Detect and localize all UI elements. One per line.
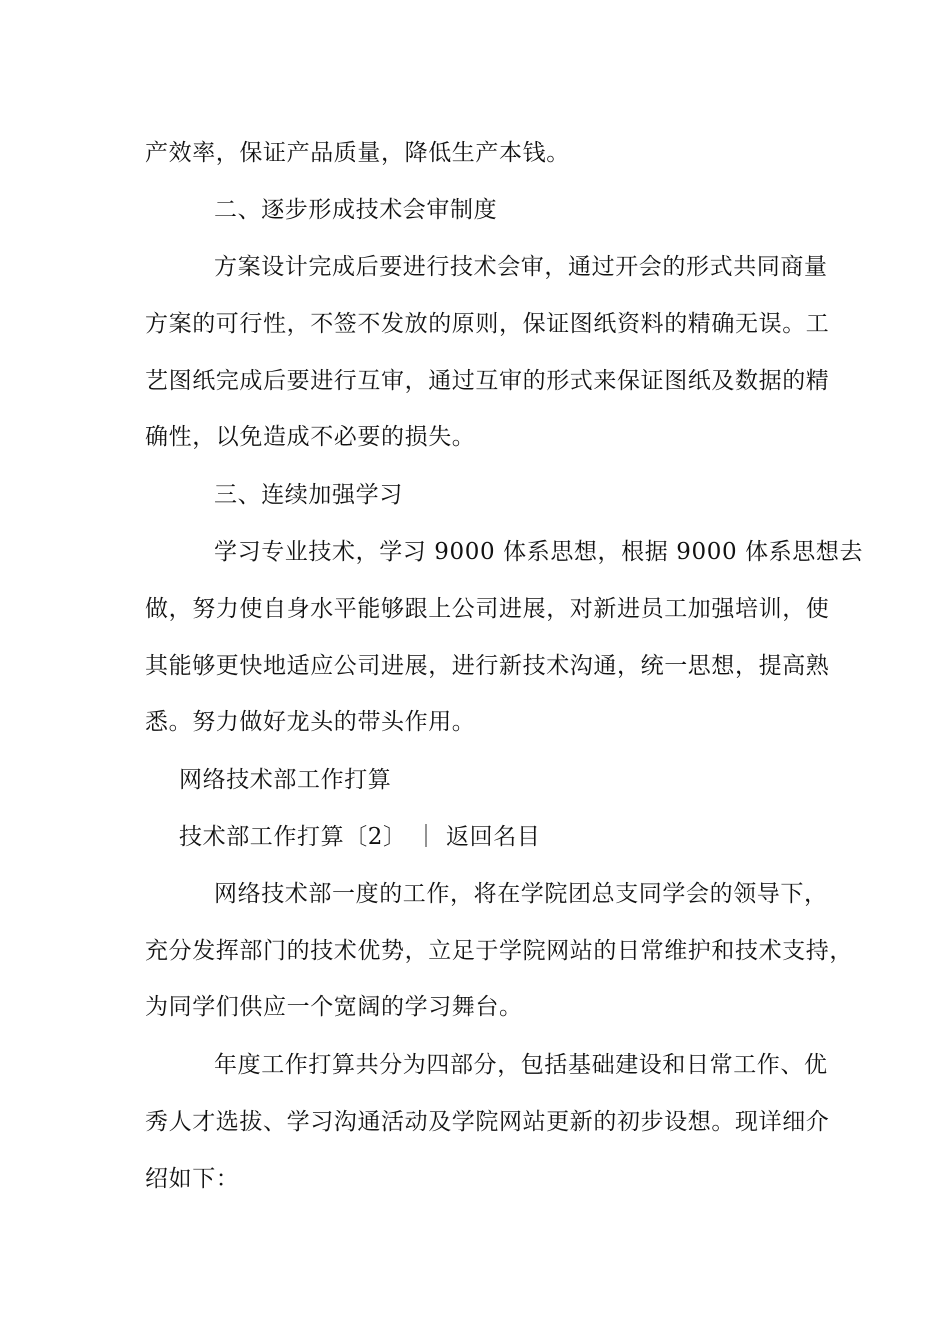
paragraph-line: 为同学们供应一个宽阔的学习舞台。	[145, 994, 523, 1020]
paragraph-line: 网络技术部一度的工作，将在学院团总支同学会的领导下，	[214, 881, 828, 907]
paragraph-line: 其能够更快地适应公司进展，进行新技术沟通，统一思想，提高熟	[145, 653, 830, 679]
paragraph-line: 年度工作打算共分为四部分，包括基础建设和日常工作、优	[214, 1052, 828, 1078]
paragraph-line: 艺图纸完成后要进行互审，通过互审的形式来保证图纸及数据的精	[145, 368, 830, 394]
navigation-line[interactable]: 技术部工作打算〔2〕 ｜ 返回名目	[179, 824, 541, 850]
paragraph-line: 做，努力使自身水平能够跟上公司进展，对新进员工加强培训，使	[145, 596, 830, 622]
paragraph-line: 产效率，保证产品质量，降低生产本钱。	[145, 140, 570, 166]
paragraph-line: 绍如下：	[145, 1166, 240, 1192]
section-heading: 三、连续加强学习	[214, 482, 403, 508]
paragraph-line: 秀人才选拔、学习沟通活动及学院网站更新的初步设想。现详细介	[145, 1109, 830, 1135]
section-heading: 二、逐步形成技术会审制度	[214, 197, 498, 223]
paragraph-line: 方案设计完成后要进行技术会审，通过开会的形式共同商量	[214, 254, 828, 280]
paragraph-line: 学习专业技术，学习 9000 体系思想，根据 9000 体系思想去	[214, 539, 864, 565]
paragraph-line: 方案的可行性，不签不发放的原则，保证图纸资料的精确无误。工	[145, 311, 830, 337]
paragraph-line: 悉。努力做好龙头的带头作用。	[145, 709, 476, 735]
paragraph-line: 确性，以免造成不必要的损失。	[145, 424, 476, 450]
paragraph-line: 充分发挥部门的技术优势，立足于学院网站的日常维护和技术支持，	[145, 938, 853, 964]
document-title: 网络技术部工作打算	[179, 767, 392, 793]
